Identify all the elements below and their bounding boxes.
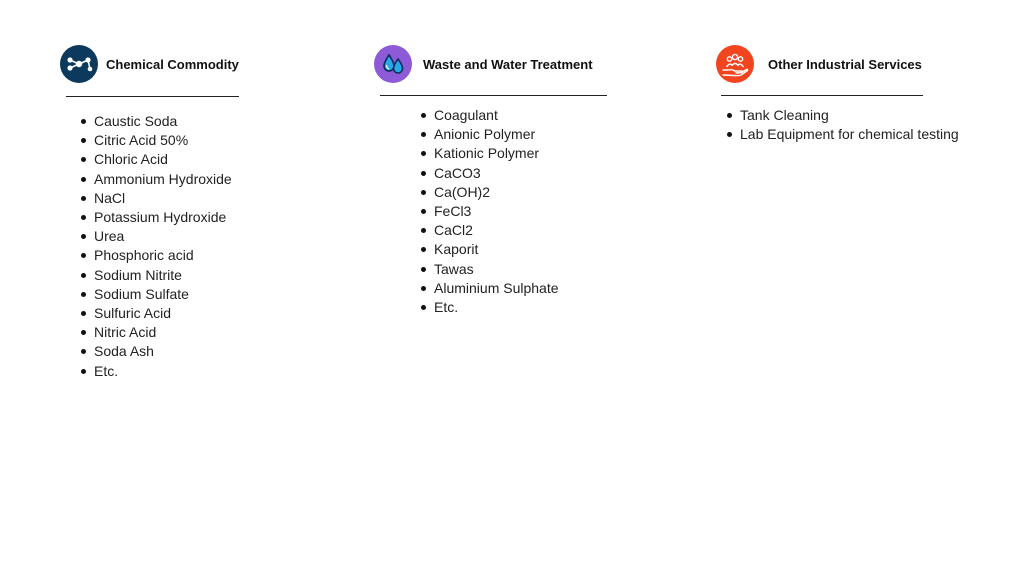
list-item: Lab Equipment for chemical testing <box>740 125 960 144</box>
section-header <box>374 44 614 84</box>
list-item: Sodium Sulfate <box>94 285 269 304</box>
other-industrial-services-list <box>721 106 960 144</box>
list-item: Tawas <box>434 260 634 279</box>
list-item: Aluminium Sulphate <box>434 279 634 298</box>
molecule-icon <box>60 45 98 83</box>
list-item: CaCl2 <box>434 221 634 240</box>
list-item: FeCl3 <box>434 202 634 221</box>
section-divider <box>66 96 239 97</box>
chemical-commodity-section <box>60 44 250 379</box>
list-item: Soda Ash <box>94 342 269 361</box>
list-item: Kationic Polymer <box>434 144 634 163</box>
section-header <box>60 44 250 84</box>
list-item: Sulfuric Acid <box>94 304 269 323</box>
chemical-commodity-list <box>75 112 269 381</box>
other-industrial-services-section <box>716 44 959 143</box>
list-item: Anionic Polymer <box>434 125 634 144</box>
waste-water-treatment-list <box>415 106 634 317</box>
section-title: Waste and Water Treatment <box>423 56 593 72</box>
list-item: Coagulant <box>434 106 634 125</box>
section-title: Other Industrial Services <box>768 56 922 72</box>
list-item: Nitric Acid <box>94 323 269 342</box>
list-item: Potassium Hydroxide <box>94 208 269 227</box>
people-hand-icon <box>716 45 754 83</box>
list-item: Caustic Soda <box>94 112 269 131</box>
list-item: Phosphoric acid <box>94 246 269 265</box>
list-item: Citric Acid 50% <box>94 131 269 150</box>
list-item: Urea <box>94 227 269 246</box>
section-divider <box>380 95 607 96</box>
section-divider <box>721 95 923 96</box>
list-item: Etc. <box>94 362 269 381</box>
section-header <box>716 44 956 84</box>
list-item: Chloric Acid <box>94 150 269 169</box>
water-drops-icon <box>374 45 412 83</box>
list-item: Kaporit <box>434 240 634 259</box>
waste-water-treatment-section <box>374 44 614 316</box>
list-item: NaCl <box>94 189 269 208</box>
list-item: CaCO3 <box>434 164 634 183</box>
list-item: Sodium Nitrite <box>94 266 269 285</box>
list-item: Etc. <box>434 298 634 317</box>
list-item: Ammonium Hydroxide <box>94 170 269 189</box>
list-item: Ca(OH)2 <box>434 183 634 202</box>
section-title: Chemical Commodity <box>106 56 239 72</box>
list-item: Tank Cleaning <box>740 106 960 125</box>
